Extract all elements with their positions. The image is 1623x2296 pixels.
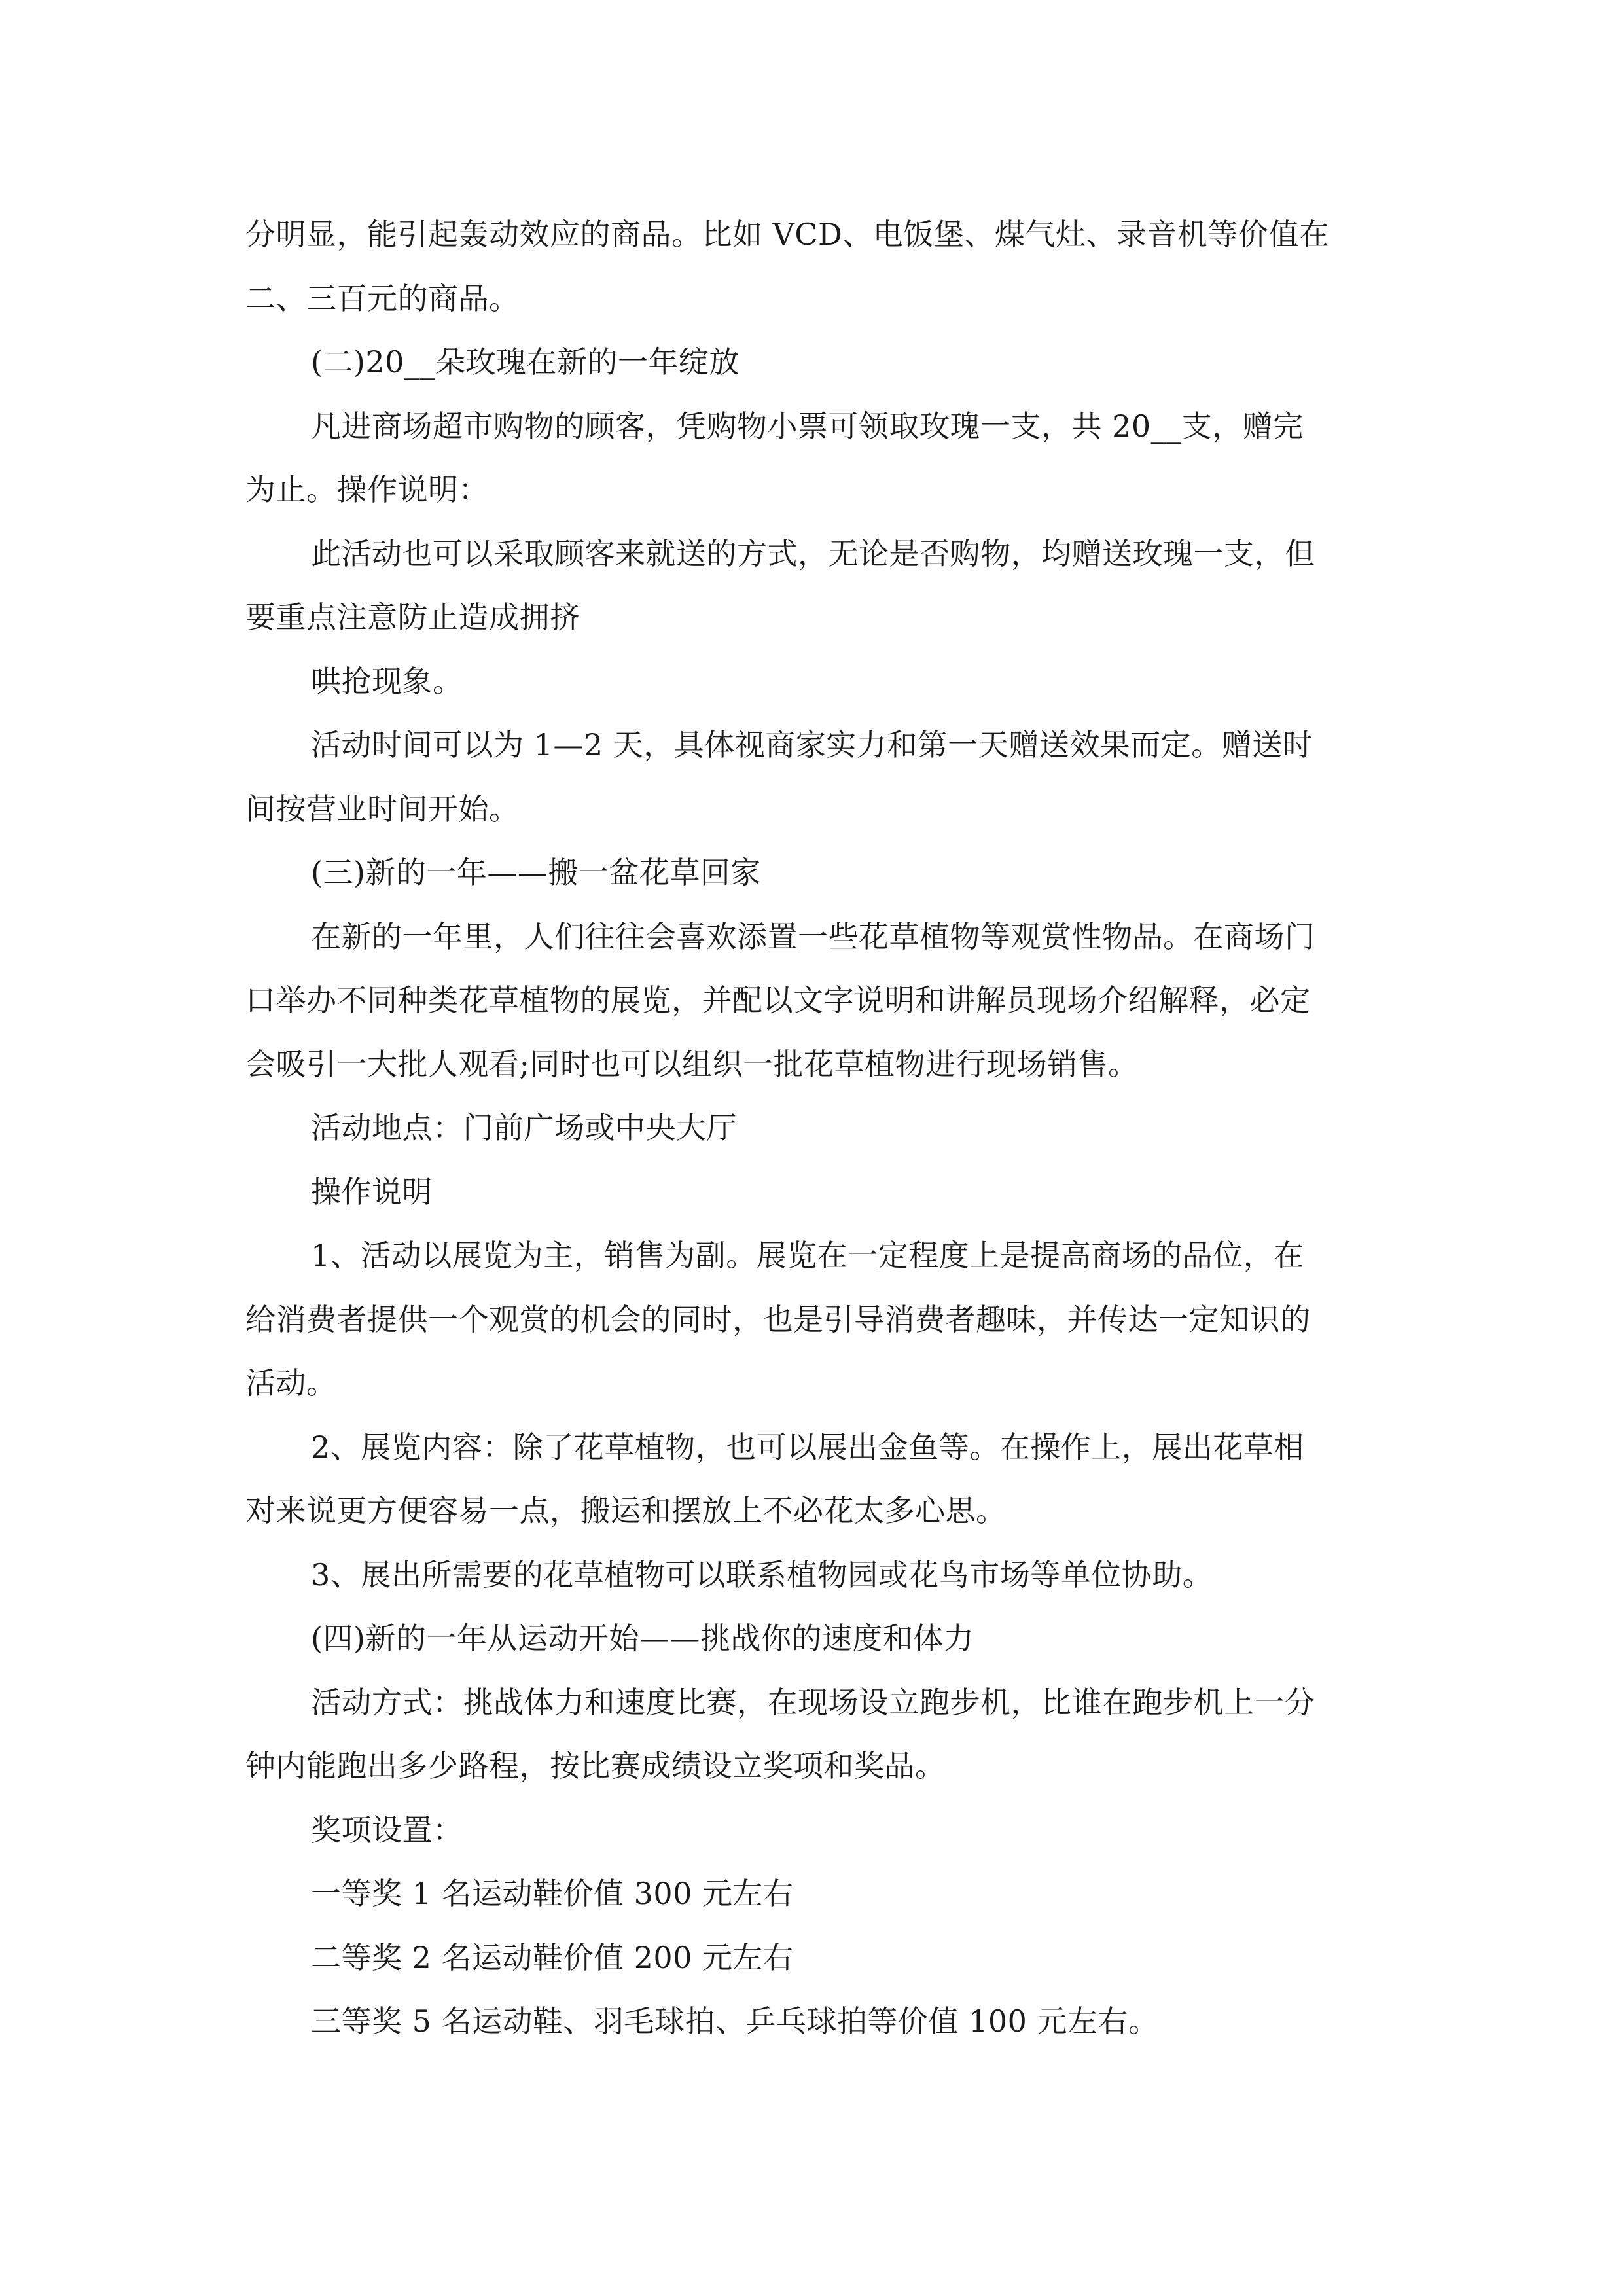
document-page bbox=[245, 203, 1381, 2054]
text-line: 活动。 bbox=[245, 1365, 337, 1401]
text-line: 凡进商场超市购物的顾客，凭购物小票可领取玫瑰一支，共 20__支，赠完 bbox=[311, 408, 1304, 444]
text-line: 操作说明 bbox=[311, 1174, 433, 1210]
prize-line: 二等奖 2 名运动鞋价值 200 元左右 bbox=[311, 1939, 794, 1975]
text-line: 此活动也可以采取顾客来就送的方式，无论是否购物，均赠送玫瑰一支，但 bbox=[311, 535, 1315, 571]
text-line: 会吸引一大批人观看;同时也可以组织一批花草植物进行现场销售。 bbox=[245, 1046, 1139, 1082]
text-line: 对来说更方便容易一点，搬运和摆放上不必花太多心思。 bbox=[245, 1493, 1007, 1528]
section-heading: (四)新的一年从运动开始——挑战你的速度和体力 bbox=[311, 1621, 974, 1656]
prize-line: 三等奖 5 名运动鞋、羽毛球拍、乒乓球拍等价值 100 元左右。 bbox=[311, 2003, 1159, 2039]
text-line: 钟内能跑出多少路程，按比赛成绩设立奖项和奖品。 bbox=[245, 1748, 946, 1784]
section-heading: (二)20__朵玫瑰在新的一年绽放 bbox=[311, 344, 740, 380]
text-line: 为止。操作说明： bbox=[245, 472, 489, 507]
text-line: 要重点注意防止造成拥挤 bbox=[245, 600, 580, 635]
text-line: 在新的一年里，人们往往会喜欢添置一些花草植物等观赏性物品。在商场门 bbox=[311, 918, 1315, 954]
text-line: 3、展出所需要的花草植物可以联系植物园或花鸟市场等单位协助。 bbox=[311, 1556, 1213, 1592]
text-line: 间按营业时间开始。 bbox=[245, 791, 520, 827]
text-line: 1、活动以展览为主，销售为副。展览在一定程度上是提高商场的品位，在 bbox=[311, 1238, 1304, 1273]
text-line: 活动方式：挑战体力和速度比赛，在现场设立跑步机，比谁在跑步机上一分 bbox=[311, 1684, 1315, 1720]
section-heading: (三)新的一年——搬一盆花草回家 bbox=[311, 855, 761, 890]
text-line: 活动时间可以为 1—2 天，具体视商家实力和第一天赠送效果而定。赠送时 bbox=[311, 727, 1313, 762]
text-line: 2、展览内容：除了花草植物，也可以展出金鱼等。在操作上，展出花草相 bbox=[311, 1429, 1304, 1465]
text-line: 分明显，能引起轰动效应的商品。比如 VCD、电饭堡、煤气灶、录音机等价值在 bbox=[245, 217, 1330, 252]
text-line: 给消费者提供一个观赏的机会的同时，也是引导消费者趣味，并传达一定知识的 bbox=[245, 1301, 1311, 1337]
text-line: 口举办不同种类花草植物的展览，并配以文字说明和讲解员现场介绍解释，必定 bbox=[245, 982, 1311, 1018]
text-line: 二、三百元的商品。 bbox=[245, 280, 520, 316]
text-line: 奖项设置： bbox=[311, 1812, 463, 1848]
text-line: 哄抢现象。 bbox=[311, 663, 463, 699]
prize-line: 一等奖 1 名运动鞋价值 300 元左右 bbox=[311, 1876, 794, 1911]
text-line: 活动地点：门前广场或中央大厅 bbox=[311, 1110, 737, 1145]
